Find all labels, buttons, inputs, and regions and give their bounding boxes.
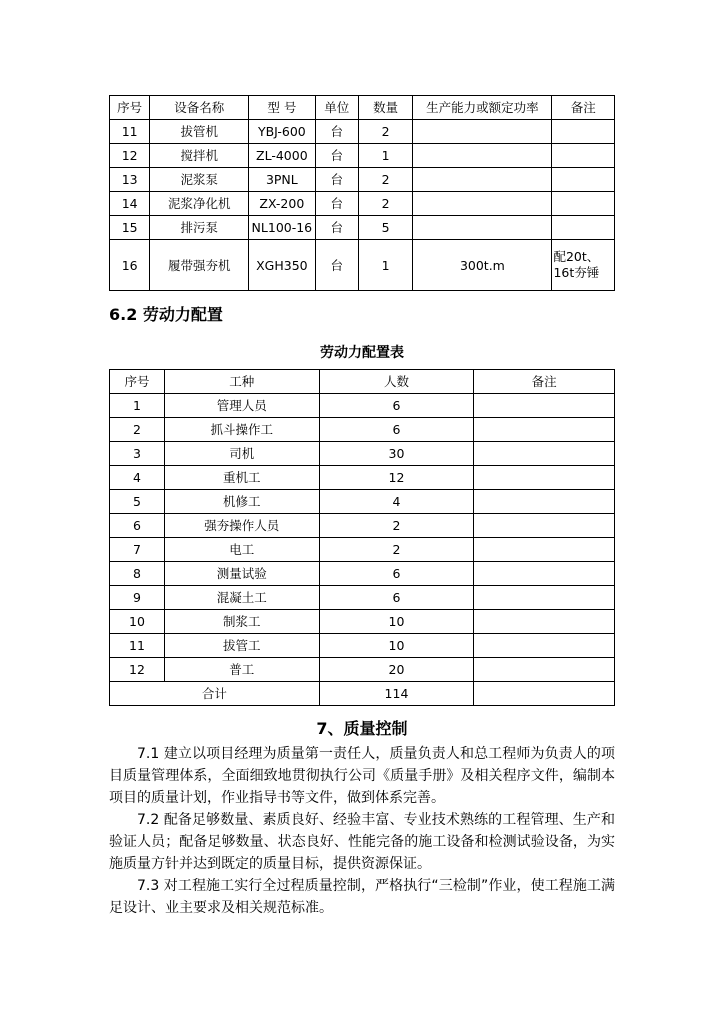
table-cell: 20 bbox=[319, 658, 474, 682]
table-cell: 5 bbox=[110, 490, 165, 514]
table-cell: 2 bbox=[358, 120, 412, 144]
table-cell bbox=[413, 216, 552, 240]
table-cell: 6 bbox=[319, 418, 474, 442]
table-cell: 抓斗操作工 bbox=[164, 418, 319, 442]
table-row bbox=[110, 514, 615, 538]
table-cell bbox=[474, 394, 615, 418]
table-cell bbox=[413, 192, 552, 216]
table-cell bbox=[474, 610, 615, 634]
table-cell: 重机工 bbox=[164, 466, 319, 490]
table-cell: 2 bbox=[319, 538, 474, 562]
table-header-row bbox=[110, 370, 615, 394]
table-row bbox=[110, 658, 615, 682]
table-cell: 6 bbox=[319, 562, 474, 586]
table-cell bbox=[474, 586, 615, 610]
total-label: 合计 bbox=[110, 682, 320, 706]
table-cell: 10 bbox=[319, 634, 474, 658]
table-row bbox=[110, 394, 615, 418]
column-header: 序号 bbox=[110, 370, 165, 394]
table-cell: 搅拌机 bbox=[150, 144, 249, 168]
table-cell: 制浆工 bbox=[164, 610, 319, 634]
table-cell: 4 bbox=[110, 466, 165, 490]
equipment-table bbox=[109, 95, 615, 291]
section-heading-7: 7、质量控制 bbox=[316, 719, 408, 738]
table-cell bbox=[413, 144, 552, 168]
table-cell bbox=[552, 216, 615, 240]
table-cell bbox=[552, 144, 615, 168]
table-cell: 台 bbox=[315, 216, 358, 240]
table-cell: 10 bbox=[319, 610, 474, 634]
table-cell: 2 bbox=[319, 514, 474, 538]
total-row bbox=[110, 682, 615, 706]
table-row bbox=[110, 466, 615, 490]
table-cell: 11 bbox=[110, 120, 150, 144]
table-cell: 6 bbox=[110, 514, 165, 538]
table-cell: 300t.m bbox=[413, 240, 552, 291]
column-header: 人数 bbox=[319, 370, 474, 394]
table-cell: 5 bbox=[358, 216, 412, 240]
labor-table-caption: 劳动力配置表 bbox=[320, 345, 404, 361]
table-row bbox=[110, 634, 615, 658]
table-cell: 9 bbox=[110, 586, 165, 610]
table-cell bbox=[413, 168, 552, 192]
table-cell bbox=[474, 538, 615, 562]
table-cell: 履带强夯机 bbox=[150, 240, 249, 291]
table-cell: 16 bbox=[110, 240, 150, 291]
table-cell: XGH350 bbox=[249, 240, 316, 291]
table-cell bbox=[474, 514, 615, 538]
table-cell: 12 bbox=[110, 144, 150, 168]
table-cell: 台 bbox=[315, 168, 358, 192]
table-cell: 拔管机 bbox=[150, 120, 249, 144]
table-row bbox=[110, 538, 615, 562]
table-row bbox=[110, 240, 615, 291]
table-row bbox=[110, 562, 615, 586]
table-cell: 机修工 bbox=[164, 490, 319, 514]
table-cell: 台 bbox=[315, 144, 358, 168]
table-cell bbox=[474, 682, 615, 706]
table-row bbox=[110, 490, 615, 514]
table-cell: ZL-4000 bbox=[249, 144, 316, 168]
table-row bbox=[110, 144, 615, 168]
table-row bbox=[110, 586, 615, 610]
table-cell: 1 bbox=[358, 144, 412, 168]
table-cell: 2 bbox=[358, 168, 412, 192]
table-cell: 泥浆净化机 bbox=[150, 192, 249, 216]
table-cell bbox=[474, 418, 615, 442]
table-cell bbox=[474, 442, 615, 466]
table-cell: 11 bbox=[110, 634, 165, 658]
section-heading-6-2: 6.2 劳动力配置 bbox=[109, 305, 223, 324]
column-header: 序号 bbox=[110, 96, 150, 120]
table-row bbox=[110, 442, 615, 466]
table-cell bbox=[474, 490, 615, 514]
table-cell: 测量试验 bbox=[164, 562, 319, 586]
table-cell bbox=[474, 562, 615, 586]
table-cell: 6 bbox=[319, 586, 474, 610]
column-header: 工种 bbox=[164, 370, 319, 394]
table-cell: ZX-200 bbox=[249, 192, 316, 216]
table-header-row bbox=[110, 96, 615, 120]
table-cell: 台 bbox=[315, 120, 358, 144]
column-header: 备注 bbox=[552, 96, 615, 120]
table-cell: 配20t、16t夯锤 bbox=[552, 240, 615, 291]
table-cell: YBJ-600 bbox=[249, 120, 316, 144]
column-header: 设备名称 bbox=[150, 96, 249, 120]
table-cell: 拔管工 bbox=[164, 634, 319, 658]
labor-table bbox=[109, 369, 615, 706]
column-header: 生产能力或额定功率 bbox=[413, 96, 552, 120]
table-cell bbox=[413, 120, 552, 144]
paragraph: 7.1 建立以项目经理为质量第一责任人，质量负责人和总工程师为负责人的项目质量管理体系，全面细致地贯彻执行公司《质量手册》及相关程序文件，编制本项目的质量计划，作业指导书等文件，做到体系完善。 bbox=[109, 746, 615, 806]
table-cell: 1 bbox=[110, 394, 165, 418]
table-cell bbox=[474, 466, 615, 490]
table-cell: 司机 bbox=[164, 442, 319, 466]
column-header: 型 号 bbox=[249, 96, 316, 120]
table-cell: 3PNL bbox=[249, 168, 316, 192]
table-cell: 15 bbox=[110, 216, 150, 240]
table-row bbox=[110, 192, 615, 216]
table-cell bbox=[552, 168, 615, 192]
table-cell: 混凝土工 bbox=[164, 586, 319, 610]
table-cell: 2 bbox=[358, 192, 412, 216]
table-cell: 8 bbox=[110, 562, 165, 586]
table-row bbox=[110, 120, 615, 144]
table-cell: 10 bbox=[110, 610, 165, 634]
table-cell: 管理人员 bbox=[164, 394, 319, 418]
table-cell bbox=[474, 658, 615, 682]
paragraph: 7.3 对工程施工实行全过程质量控制，严格执行“三检制”作业，使工程施工满足设计、业主要求及相关规范标准。 bbox=[109, 878, 615, 916]
table-cell: 强夯操作人员 bbox=[164, 514, 319, 538]
quality-control-paragraphs bbox=[109, 743, 615, 919]
table-cell: 6 bbox=[319, 394, 474, 418]
table-row bbox=[110, 610, 615, 634]
column-header: 单位 bbox=[315, 96, 358, 120]
table-cell bbox=[474, 634, 615, 658]
table-cell: 普工 bbox=[164, 658, 319, 682]
column-header: 数量 bbox=[358, 96, 412, 120]
table-cell: 电工 bbox=[164, 538, 319, 562]
table-cell bbox=[552, 120, 615, 144]
column-header: 备注 bbox=[474, 370, 615, 394]
table-cell: 7 bbox=[110, 538, 165, 562]
paragraph: 7.2 配备足够数量、素质良好、经验丰富、专业技术熟练的工程管理、生产和验证人员；配备足够数量、状态良好、性能完备的施工设备和检测试验设备，为实施质量方针并达到既定的质量目标，提供资源保证。 bbox=[109, 812, 615, 872]
table-cell: 台 bbox=[315, 192, 358, 216]
table-row bbox=[110, 418, 615, 442]
table-cell: 4 bbox=[319, 490, 474, 514]
table-cell bbox=[552, 192, 615, 216]
table-cell: 30 bbox=[319, 442, 474, 466]
table-row bbox=[110, 168, 615, 192]
table-cell: 3 bbox=[110, 442, 165, 466]
table-cell: NL100-16 bbox=[249, 216, 316, 240]
total-value: 114 bbox=[319, 682, 474, 706]
table-cell: 台 bbox=[315, 240, 358, 291]
table-cell: 1 bbox=[358, 240, 412, 291]
table-cell: 泥浆泵 bbox=[150, 168, 249, 192]
table-cell: 12 bbox=[319, 466, 474, 490]
table-cell: 13 bbox=[110, 168, 150, 192]
table-row bbox=[110, 216, 615, 240]
table-cell: 排污泵 bbox=[150, 216, 249, 240]
table-cell: 12 bbox=[110, 658, 165, 682]
table-cell: 14 bbox=[110, 192, 150, 216]
table-cell: 2 bbox=[110, 418, 165, 442]
